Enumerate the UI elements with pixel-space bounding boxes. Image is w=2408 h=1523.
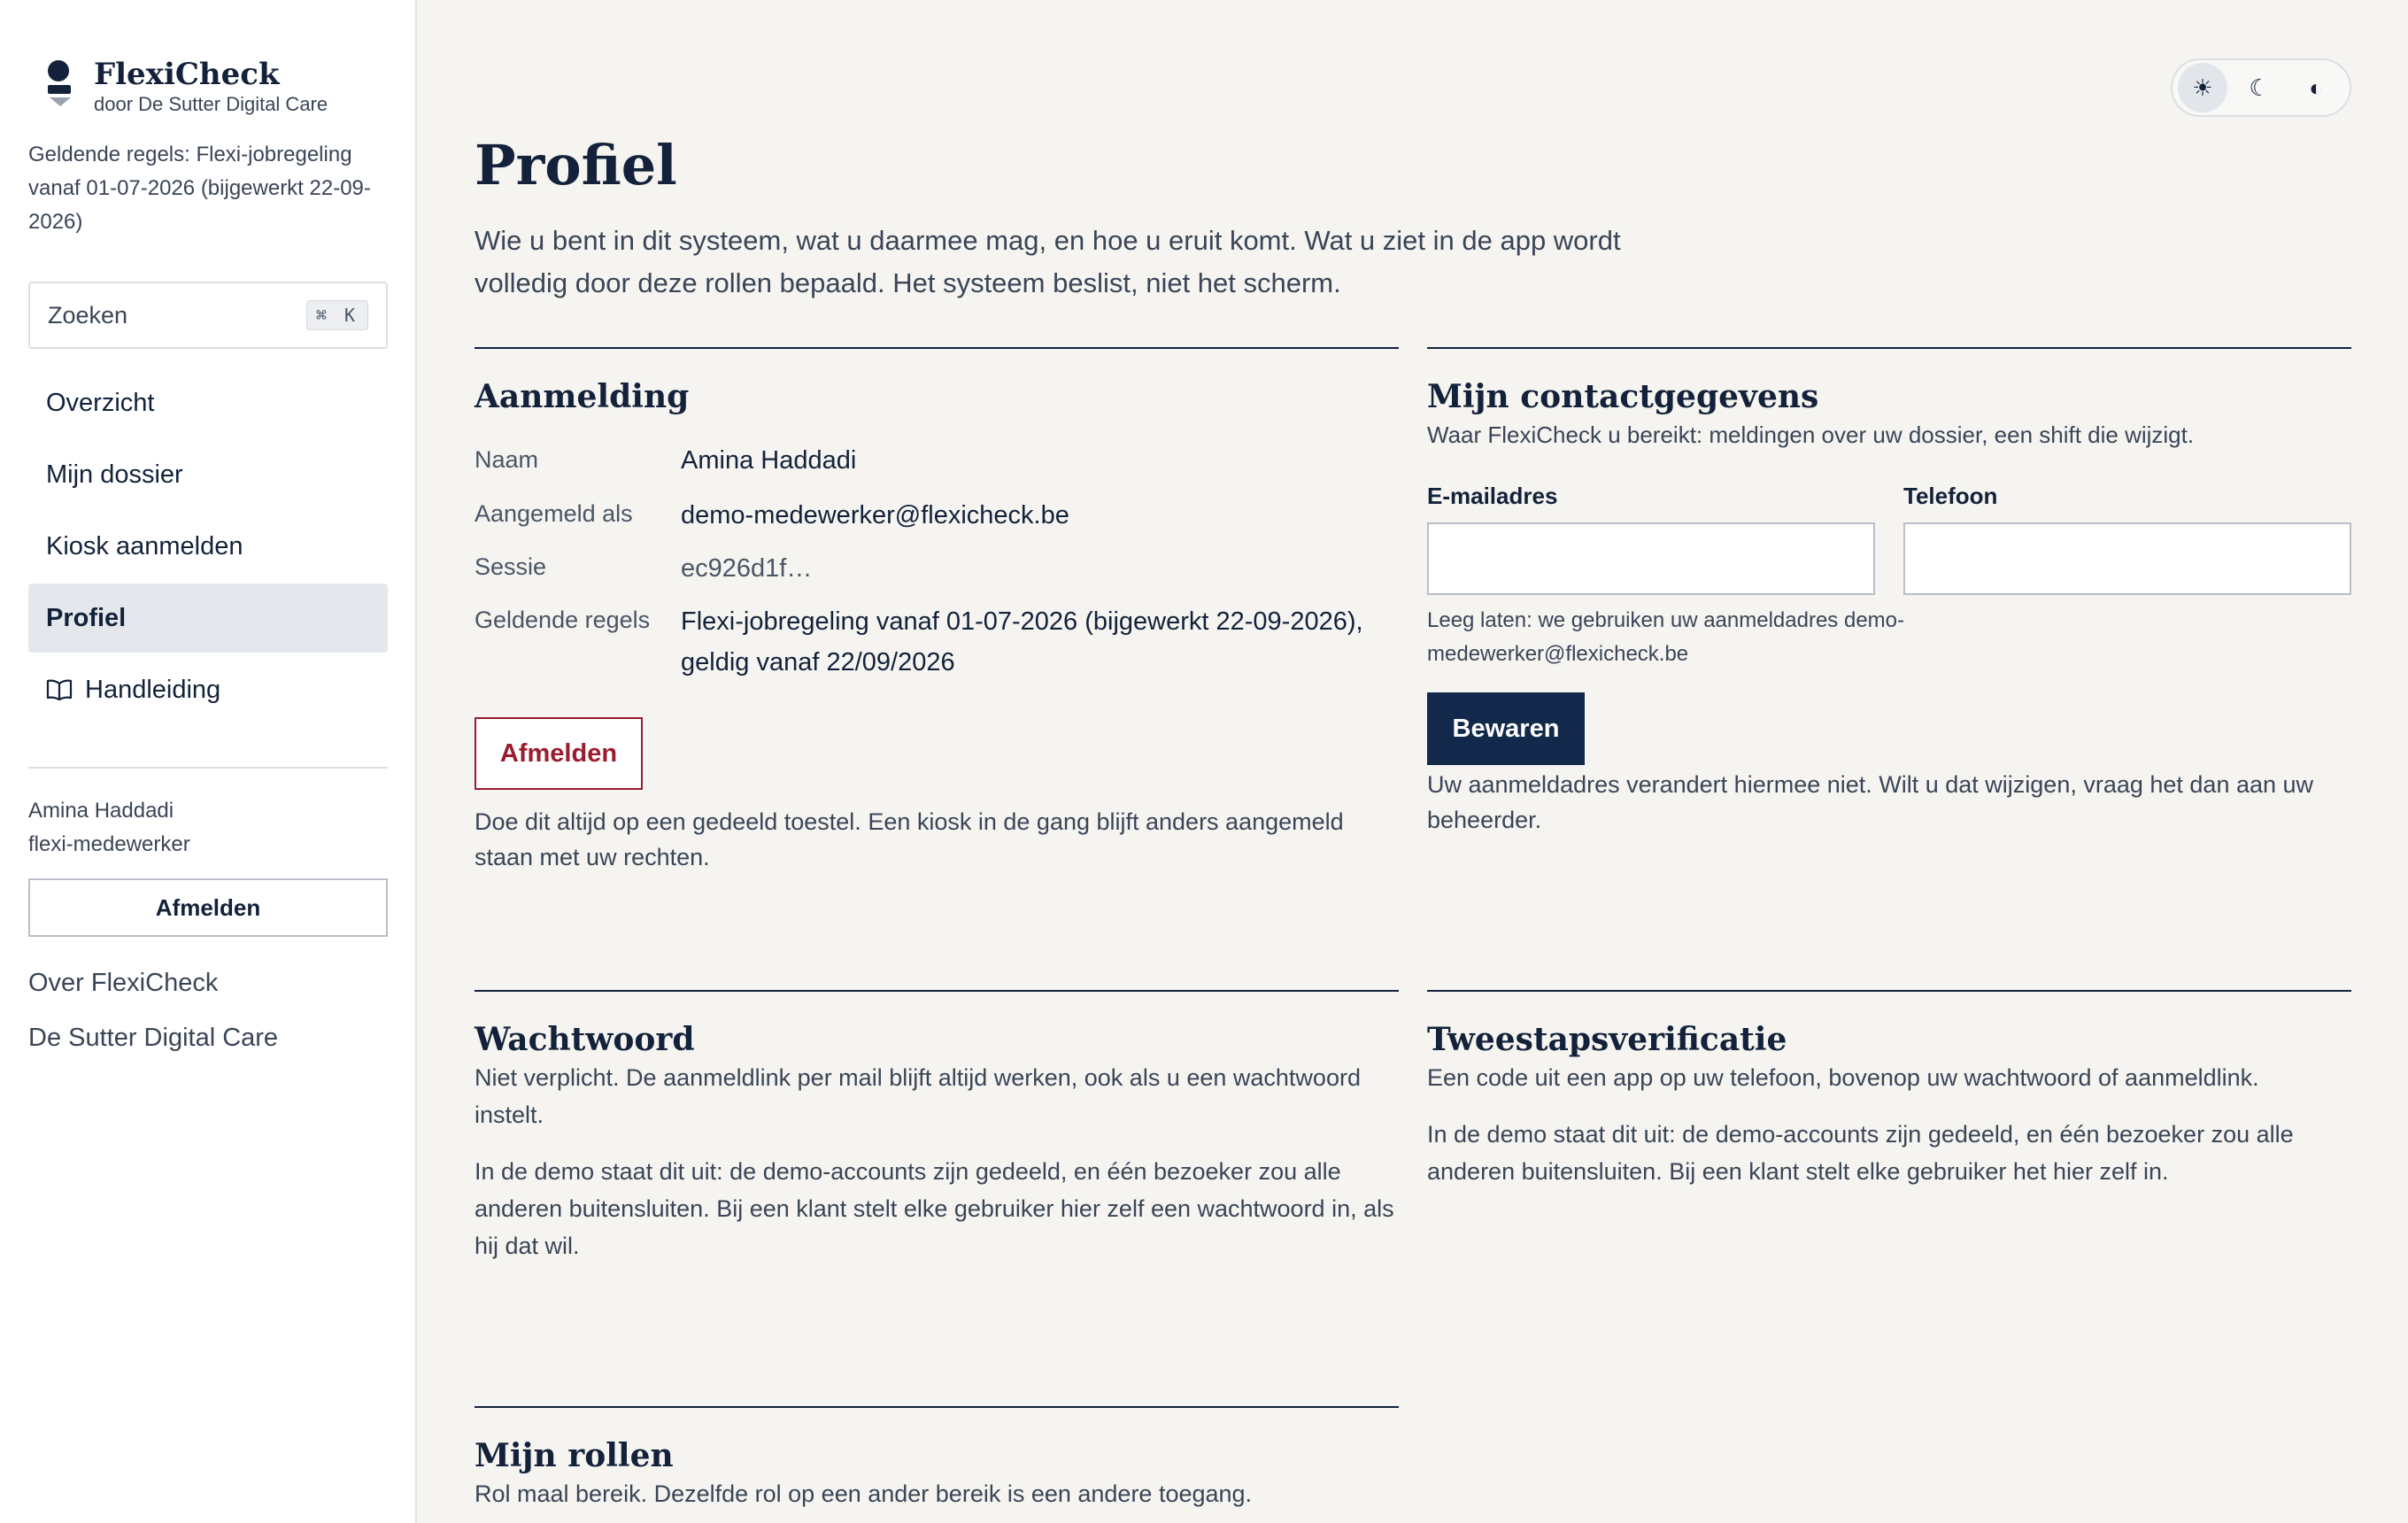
sidebar-item-profiel[interactable] [28,584,388,653]
twofa-title: Tweestapsverificatie [1427,1021,1787,1058]
session-value: ec926d1f… [681,554,813,583]
sidebar-item-label: Overzicht [46,388,155,417]
password-note: In de demo staat dit uit: de demo-accounts zijn gedeeld, en één bezoeker zou alle anderen buitensluiten. Bij een klant stelt elke gebruiker hier zelf een wachtwoord in, als hij dat wil. [475,1158,1394,1259]
search-shortcut-badge: ⌘ K [306,300,368,330]
detail-value: Amina Haddadi [681,446,857,475]
phone-field[interactable] [1903,522,2351,595]
detail-label: Geldende regels [475,607,651,633]
moon-icon[interactable]: ☾ [2249,73,2270,101]
contact-note: Uw aanmeldadres verandert hiermee niet. Wilt u dat wijzigen, vraag het dan aan uw beheerder. [1427,771,2314,833]
roles-section [475,1406,1399,1512]
password-section [475,990,1399,1264]
brand-name: FlexiCheck [94,57,280,92]
page-title: Profiel [475,133,677,197]
sidebar-item-label: Profiel [46,603,127,632]
contact-section [1427,347,2351,453]
detail-label: Sessie [475,553,547,580]
email-field[interactable] [1427,522,1875,595]
search-label: Zoeken [48,301,128,329]
roles-description: Rol maal bereik. Dezelfde rol op een ander bereik is een andere toegang. [475,1480,1253,1507]
detail-value: demo-medewerker@flexicheck.be [681,501,1069,530]
sidebar-divider [28,767,388,769]
contact-title: Mijn contactgegevens [1427,378,1819,415]
contrast-icon[interactable]: ◐ [2309,73,2323,101]
sidebar-item-label: Kiosk aanmelden [46,531,243,560]
footer-link-de-sutter[interactable]: De Sutter Digital Care [28,1024,279,1052]
sidebar-item-label: Mijn dossier [46,460,183,489]
sidebar-logout-button[interactable]: Afmelden [28,878,388,937]
email-hint: Leeg laten: we gebruiken uw aanmeldadres demo-medewerker@flexicheck.be [1427,608,1905,666]
page-intro: Wie u bent in dit systeem, wat u daarmee mag, en hoe u eruit komt. Wat u ziet in de app wordt volledig door deze rollen bepaald. Het systeem beslist, niet het scherm. [475,225,1621,298]
active-rules-text: Geldende regels: Flexi-jobregeling vanaf 01-07-2026 (bijgewerkt 22-09-2026) [28,143,371,234]
user-name: Amina Haddadi [28,799,174,823]
password-title: Wachtwoord [475,1021,695,1058]
detail-label: Naam [475,446,539,473]
book-icon [46,678,73,701]
detail-label: Aangemeld als [475,500,633,527]
twofa-description: Een code uit een app op uw telefoon, bovenop uw wachtwoord of aanmeldlink. [1427,1064,2259,1091]
brand[interactable] [46,58,328,117]
login-section [475,347,1399,416]
sidebar-item-handleiding[interactable] [28,655,388,724]
roles-title: Mijn rollen [475,1437,674,1474]
sidebar-item-mijn-dossier[interactable] [28,440,388,509]
logout-button[interactable]: Afmelden [475,717,643,790]
password-description: Niet verplicht. De aanmeldlink per mail blijft altijd werken, ook als u een wachtwoord instelt. [475,1064,1361,1128]
flexicheck-logo-icon [46,58,73,110]
sidebar-item-overzicht[interactable] [28,368,388,437]
login-title: Aanmelding [475,378,690,415]
twofa-note: In de demo staat dit uit: de demo-accounts zijn gedeeld, en één bezoeker zou alle anderen buitensluiten. Bij een klant stelt elke gebruiker het hier zelf in. [1427,1121,2294,1185]
contact-description: Waar FlexiCheck u bereikt: meldingen over uw dossier, een shift die wijzigt. [1427,421,2195,448]
email-label: E-mailadres [1427,483,1558,509]
sidebar [0,0,417,1523]
phone-label: Telefoon [1903,483,1998,509]
twofa-section [1427,990,2351,1190]
sidebar-nav [28,368,388,727]
user-role: flexi-medewerker [28,832,190,856]
brand-subtitle: door De Sutter Digital Care [94,93,328,115]
sidebar-item-kiosk-aanmelden[interactable] [28,512,388,581]
sun-icon[interactable]: ☀ [2178,63,2227,112]
theme-toggle [2171,58,2351,117]
logout-note: Doe dit altijd op een gedeeld toestel. Een kiosk in de gang blijft anders aangemeld staan met uw rechten. [475,808,1344,870]
footer-link-over-flexicheck[interactable]: Over FlexiCheck [28,969,219,997]
search-button[interactable] [28,282,388,349]
save-button[interactable]: Bewaren [1427,692,1585,765]
sidebar-item-label: Handleiding [85,675,221,704]
detail-value: Flexi-jobregeling vanaf 01-07-2026 (bijgewerkt 22-09-2026), geldig vanaf 22/09/2026 [681,607,1363,676]
